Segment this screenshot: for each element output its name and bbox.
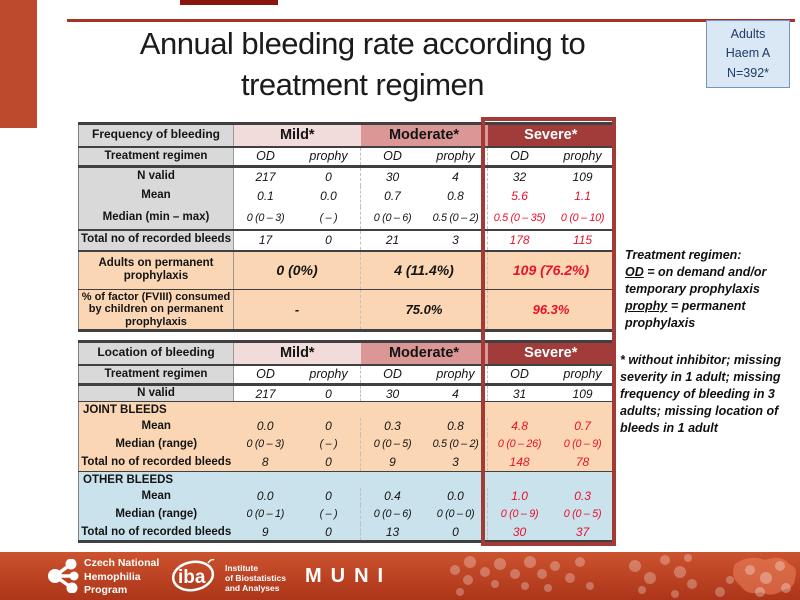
page-title <box>85 24 640 106</box>
cell: 0.4 <box>361 488 425 505</box>
table-row <box>79 251 615 290</box>
prophy-definition: = permanent prophylaxis <box>625 298 746 330</box>
table-row <box>79 124 615 147</box>
cell: ( – ) <box>297 207 361 230</box>
svg-text:iba: iba <box>178 567 206 588</box>
cell: 4 <box>424 385 488 402</box>
cell: 0 (0 – 6) <box>361 207 425 230</box>
table-row <box>79 290 615 331</box>
regimen-note <box>625 247 797 331</box>
table-row <box>79 418 615 435</box>
section-header-other-bleeds <box>79 472 615 488</box>
molecule-dots-decoration <box>430 552 800 600</box>
group-header-mild: Mild* <box>234 342 361 365</box>
section-label: OTHER BLEEDS <box>79 472 615 488</box>
regimen-note-heading: Treatment regimen: <box>625 248 742 262</box>
table-row <box>79 454 615 472</box>
cell: prophy <box>424 365 488 385</box>
cell: prophy <box>297 365 361 385</box>
cell: 115 <box>551 230 615 251</box>
cell: 37 <box>551 524 615 542</box>
cell: OD <box>488 365 552 385</box>
table-row <box>79 342 615 365</box>
cell: 3 <box>424 454 488 472</box>
cell: 3 <box>424 230 488 251</box>
iba-line: and Analyses <box>225 583 280 594</box>
row-label: Total no of recorded bleeds <box>79 454 234 472</box>
cell: 0 <box>297 418 361 435</box>
title-underline <box>67 19 795 22</box>
table-row <box>79 186 615 207</box>
cell: 0 (0 – 9) <box>488 505 552 524</box>
cell: 8 <box>234 454 298 472</box>
location-of-bleeding-table <box>78 340 615 543</box>
cell: OD <box>361 147 425 167</box>
table-row <box>79 385 615 402</box>
cell: 1.0 <box>488 488 552 505</box>
table-row <box>79 230 615 251</box>
cell: 0 (0 – 1) <box>234 505 298 524</box>
cnhp-line: Hemophilia <box>84 570 141 583</box>
cell: 1.1 <box>551 186 615 207</box>
cnhp-molecule-icon <box>46 559 80 593</box>
cell: 0.7 <box>361 186 425 207</box>
cell: 0.0 <box>234 488 298 505</box>
cell: OD <box>234 365 298 385</box>
section-header-joint-bleeds <box>79 402 615 418</box>
cell: OD <box>234 147 298 167</box>
cell: 0 <box>297 524 361 542</box>
cell: 0.0 <box>424 488 488 505</box>
cell: 32 <box>488 167 552 186</box>
cell: 0 (0 – 6) <box>361 505 425 524</box>
row-label: Treatment regimen <box>79 365 234 385</box>
table-row <box>79 207 615 230</box>
cell: 0.5 (0 – 35) <box>488 207 552 230</box>
badge-line: Adults <box>730 27 766 41</box>
badge-line: Haem A <box>725 46 771 61</box>
cell: prophy <box>424 147 488 167</box>
cell: 0.0 <box>297 186 361 207</box>
row-label: Treatment regimen <box>79 147 234 167</box>
corner-label: Location of bleeding <box>79 342 234 365</box>
population-badge <box>706 20 790 88</box>
iba-line: of Biostatistics <box>225 573 286 584</box>
cell: 30 <box>361 167 425 186</box>
od-term: OD <box>625 264 644 279</box>
table-row <box>79 435 615 454</box>
regimen-note-prophy <box>625 298 797 332</box>
cell: 75.0% <box>361 290 488 331</box>
iba-line: Institute <box>225 563 259 573</box>
cell: 17 <box>234 230 298 251</box>
group-header-mild: Mild* <box>234 124 361 147</box>
cell: OD <box>488 147 552 167</box>
cell: 0 (0 – 26) <box>488 435 552 454</box>
cell: 0 (0 – 5) <box>551 505 615 524</box>
cell: 21 <box>361 230 425 251</box>
row-label: N valid <box>79 167 234 186</box>
row-label: N valid <box>79 385 234 402</box>
cell: 148 <box>488 454 552 472</box>
cell: 109 <box>551 385 615 402</box>
cell: 0 (0 – 9) <box>551 435 615 454</box>
cell: 0.8 <box>424 186 488 207</box>
cell: 0 <box>297 454 361 472</box>
row-label: Median (range) <box>79 505 234 524</box>
row-label: Total no of recorded bleeds <box>79 524 234 542</box>
cell: 13 <box>361 524 425 542</box>
regimen-note-od <box>625 264 797 298</box>
cnhp-logo-text <box>84 557 159 598</box>
cell: 30 <box>361 385 425 402</box>
row-label: % of factor (FVIII) consumed by children on permanent prophylaxis <box>79 290 234 331</box>
cell: 0 <box>297 488 361 505</box>
muni-logo-text: MUNI <box>305 565 393 587</box>
cell: 0 <box>297 385 361 402</box>
cell: 109 <box>551 167 615 186</box>
table-row <box>79 167 615 186</box>
cell: 109 (76.2%) <box>488 251 615 290</box>
cell: prophy <box>551 365 615 385</box>
corner-label: Frequency of bleeding <box>79 124 234 147</box>
cell: 31 <box>488 385 552 402</box>
cell: - <box>234 290 361 331</box>
cell: 0.3 <box>361 418 425 435</box>
cell: OD <box>361 365 425 385</box>
frequency-of-bleeding-table <box>78 122 615 332</box>
cell: 0 (0 – 3) <box>234 435 298 454</box>
row-label: Mean <box>79 418 234 435</box>
od-definition: = on demand and/or temporary prophylaxis <box>625 264 767 296</box>
row-label: Median (range) <box>79 435 234 454</box>
cell: ( – ) <box>297 435 361 454</box>
cnhp-line: Program <box>84 584 128 597</box>
cell: 0.5 (0 – 2) <box>424 435 488 454</box>
table-row <box>79 488 615 505</box>
table-row <box>79 505 615 524</box>
cell: 0 (0 – 3) <box>234 207 298 230</box>
title-line-1: Annual bleeding rate according to <box>139 26 586 61</box>
cell: 4 (11.4%) <box>361 251 488 290</box>
table-row <box>79 524 615 542</box>
cell: 4 <box>424 167 488 186</box>
section-label: JOINT BLEEDS <box>79 402 615 418</box>
cell: prophy <box>551 147 615 167</box>
group-header-severe: Severe* <box>488 124 615 147</box>
cell: 0.0 <box>234 418 298 435</box>
cell: 4.8 <box>488 418 552 435</box>
iba-logo-text <box>225 563 286 594</box>
top-accent-fragment <box>180 0 278 5</box>
footer-banner <box>0 552 800 600</box>
row-label: Median (min – max) <box>79 207 234 230</box>
cell: 30 <box>488 524 552 542</box>
cell: 0.7 <box>551 418 615 435</box>
cell: 217 <box>234 167 298 186</box>
cell: 178 <box>488 230 552 251</box>
group-header-moderate: Moderate* <box>361 124 488 147</box>
iba-logo-icon <box>170 559 224 593</box>
cell: 217 <box>234 385 298 402</box>
cell: 5.6 <box>488 186 552 207</box>
cell: 0 (0 – 0) <box>424 505 488 524</box>
group-header-severe: Severe* <box>488 342 615 365</box>
table-row <box>79 147 615 167</box>
left-accent-bar <box>0 0 37 128</box>
cell: 0.5 (0 – 2) <box>424 207 488 230</box>
title-line-2: treatment regimen <box>240 66 485 102</box>
footnote: * without inhibitor; missing severity in 1 adult; missing frequency of bleeding in 3 adults; missing location of bleeds in 1 adult <box>620 353 782 435</box>
cell: 9 <box>234 524 298 542</box>
cell: 0 <box>297 230 361 251</box>
cell: 9 <box>361 454 425 472</box>
cell: 0.8 <box>424 418 488 435</box>
cnhp-line: Czech National <box>84 557 160 569</box>
group-header-moderate: Moderate* <box>361 342 488 365</box>
table-row <box>79 365 615 385</box>
row-label: Mean <box>79 488 234 505</box>
cell: 0.3 <box>551 488 615 505</box>
row-label: Adults on permanent prophylaxis <box>79 251 234 290</box>
cell: 0.1 <box>234 186 298 207</box>
badge-line: N=392* <box>726 65 770 80</box>
cell: prophy <box>297 147 361 167</box>
row-label: Mean <box>79 186 234 207</box>
cell: 0 (0 – 10) <box>551 207 615 230</box>
cell: ( – ) <box>297 505 361 524</box>
cell: 78 <box>551 454 615 472</box>
row-label: Total no of recorded bleeds <box>79 230 234 251</box>
prophy-term: prophy <box>625 298 668 313</box>
cell: 0 (0%) <box>234 251 361 290</box>
cell: 0 <box>297 167 361 186</box>
cell: 0 (0 – 5) <box>361 435 425 454</box>
cell: 0 <box>424 524 488 542</box>
cell: 96.3% <box>488 290 615 331</box>
